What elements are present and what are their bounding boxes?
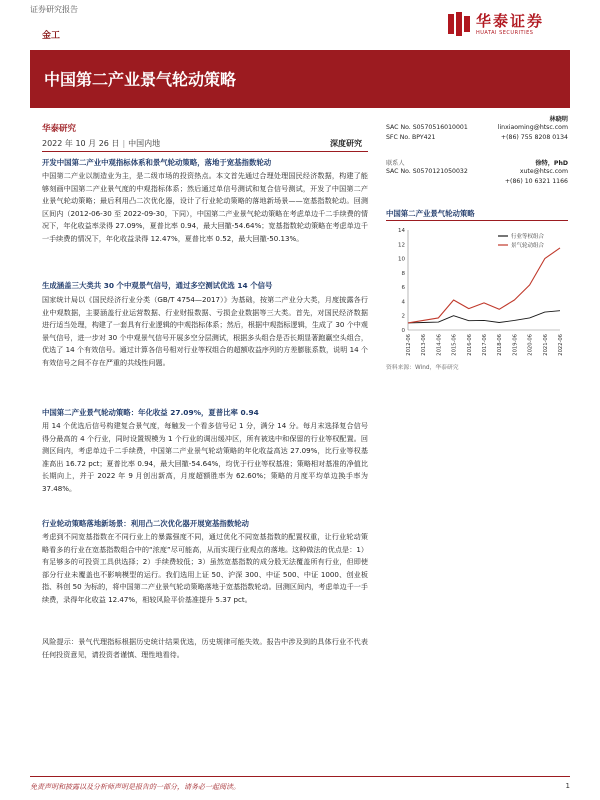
chart-source: 资料来源：Wind，华泰研究 — [386, 365, 459, 371]
x-tick-label: 2018-06 — [497, 334, 504, 356]
footer-divider — [30, 776, 570, 777]
strategy-line-chart — [386, 224, 568, 360]
analyst-role: 联系人 — [386, 160, 405, 167]
series-line-equal-weight — [408, 311, 560, 323]
x-tick-label: 2021-06 — [542, 334, 549, 356]
y-tick-label: 12 — [398, 242, 405, 249]
y-tick-label: 6 — [401, 285, 405, 292]
section-heading: 生成涵盖三大类共 30 个中观景气信号，通过多空测试优选 14 个信号 — [42, 281, 273, 290]
analyst-phone: +(86) 10 6321 1166 — [504, 178, 568, 185]
logo-mark-icon — [448, 12, 470, 36]
footer-disclaimer: 免责声明和披露以及分析师声明是报告的一部分，请务必一起阅读。 — [30, 783, 240, 791]
x-tick-label: 2013-06 — [421, 334, 428, 356]
y-tick-label: 4 — [401, 299, 405, 306]
divider — [42, 151, 368, 152]
analyst-email[interactable]: linxiaoming@htsc.com — [497, 124, 568, 131]
section-body: 考虑到不同宽基指数在不同行业上的暴露强度不同，通过优化不同宽基指数的配置权重，让行业轮动策略看多的行业在宽基指数组合中的“浓度”尽可能高，从而实现行业观点的落地。这种做法的优点是：1）有足够多的可投资工具供选择；2）手续费较低；3）虽然宽基指数的成分股无法覆盖所有行业，但即使部分行业未覆盖也不影响模型的运行。我们选用上证 50、沪深 300、中证 500、中证 1000、创业板指、科创 50 为标的，将中国第二产业景气轮动策略落地于宽基指数轮动。回测区间内，考虑单边千一手续费，录得年化收益 12.47%，相较风险平价基准提升 5.37 pct。 — [42, 532, 368, 604]
x-tick-label: 2022-06 — [558, 334, 564, 356]
chart-divider — [386, 220, 568, 221]
logo-text-en: HUATAI SECURITIES — [476, 30, 534, 36]
legend-label: 行业等权组合 — [511, 234, 545, 240]
analyst-name: 徐特，PhD — [535, 160, 568, 167]
section-body: 用 14 个优选后信号构建复合景气度，每触发一个看多信号记 1 分，满分 14 分。每月末选择复合信号得分最高的 4 个行业，同时设置规模为 1 个行业的调出缓冲区，所有被选中和保留的行业等权配置。回测区间内，考虑单边千二手续费，中国第二产业景气轮动策略的年化收益高达 27.09%，比行业等权基准高出 16.72 pct；夏普比率 0.94，最大回撤-54.64%，均优于行业等权基准；策略相对基准的净值比长期向上，并于 2022 年 9 月创出新高，月度超额胜率为 62.60%；策略的月度平均单边换手率为 37.48%。 — [42, 421, 368, 493]
report-date: 2022 年 10 月 26 日 — [42, 139, 120, 148]
section-heading: 中国第二产业景气轮动策略：年化收益 27.09%，夏普比率 0.94 — [42, 408, 259, 417]
chart-caption: 中国第二产业景气轮动策略 — [386, 209, 475, 218]
company-logo — [448, 10, 578, 40]
section-heading: 行业轮动策略落地新场景：利用凸二次优化器开展宽基指数轮动 — [42, 519, 249, 528]
page-title: 中国第二产业景气轮动策略 — [44, 70, 237, 89]
x-tick-label: 2017-06 — [482, 334, 488, 356]
category-label: 金工 — [42, 31, 61, 41]
y-tick-label: 14 — [398, 228, 405, 234]
analyst-sac: SAC No. S0570516010001 — [386, 124, 468, 131]
analyst-sac: SAC No. S0570121050032 — [386, 168, 468, 175]
section-body: 国家统计局以《国民经济行业分类（GB/T 4754—2017）》为基础，按第二产业分大类，月度披露各行业中观数据，主要涵盖行业运营数据、行业财报数据、亏损企业数据等三大类。首先，对国民经济数据进行适当处理，构建了一套具有行业逻辑的中观指标体系；然后，根据中观指标逻辑，生成了 30 个中观景气信号，进一步对 30 个中观景气信号开展多空分层测试，根据多头组合是否长期显著跑赢空头组合，优选了 14 个有效信号。通过计算各信号相对行业等权组合的超额收益序列的方差膨胀系数，说明 14 个有效信号之间不存在严重的共线性问题。 — [42, 295, 368, 367]
legend-label: 景气轮动组合 — [511, 243, 545, 249]
section-body: 中国第二产业以制造业为主，是二级市场的投资热点。本文首先通过合理处理国民经济数据，构建了能够刻画中国第二产业景气度的中观指标体系；然后通过单信号测试和复合信号测试，开发了中国第二产业景气轮动策略；最后利用凸二次优化器，设计了行业轮动策略的落地新场景——宽基指数轮动。回测区间内（2012-06-30 至 2022-09-30，下同），中国第二产业景气轮动策略在考虑单边千二手续费的情况下，年化收益率录得 27.09%，夏普比率 0.94，最大回撤-54.64%；宽基指数轮动策略在考虑单边千一手续费的情况下，年化收益录得 12.47%，夏普比率 0.52，最大回撤-50.13%。 — [42, 171, 368, 243]
x-tick-label: 2019-06 — [512, 334, 519, 356]
y-tick-label: 2 — [401, 313, 405, 320]
analyst-sfc: SFC No. BPY421 — [386, 134, 436, 141]
report-region: 中国内地 — [128, 139, 161, 148]
analyst-phone: +(86) 755 8208 0134 — [500, 134, 568, 141]
y-tick-label: 8 — [401, 270, 405, 277]
title-banner — [30, 50, 570, 108]
x-tick-label: 2020-06 — [527, 334, 534, 356]
analyst-name: 林晓明 — [549, 116, 568, 123]
x-tick-label: 2012-06 — [406, 334, 412, 356]
report-kind: 深度研究 — [330, 139, 362, 148]
logo-text-cn: 华泰证券 — [476, 12, 545, 30]
dateline: 2022 年 10 月 26 日 | 中国内地 — [42, 139, 161, 148]
report-type-label: 证券研究报告 — [30, 5, 78, 14]
analyst-panel — [386, 114, 568, 188]
series-line-rotation — [408, 248, 560, 323]
x-tick-label: 2016-06 — [466, 334, 473, 356]
y-tick-label: 0 — [401, 328, 405, 334]
y-tick-label: 10 — [398, 256, 405, 263]
page-number: 1 — [565, 782, 570, 790]
section-heading: 开发中国第二产业中观指标体系和景气轮动策略，落地于宽基指数轮动 — [42, 158, 272, 167]
x-tick-label: 2015-06 — [451, 334, 458, 356]
x-tick-label: 2014-06 — [436, 334, 443, 356]
analyst-email[interactable]: xute@htsc.com — [519, 168, 568, 175]
risk-warning: 风险提示：景气代理指标根据历史统计结果优选，历史规律可能失效。报告中涉及到的具体行业不代表任何投资意见，请投资者谨慎、理性地看待。 — [42, 637, 368, 659]
research-label: 华泰研究 — [42, 124, 77, 134]
